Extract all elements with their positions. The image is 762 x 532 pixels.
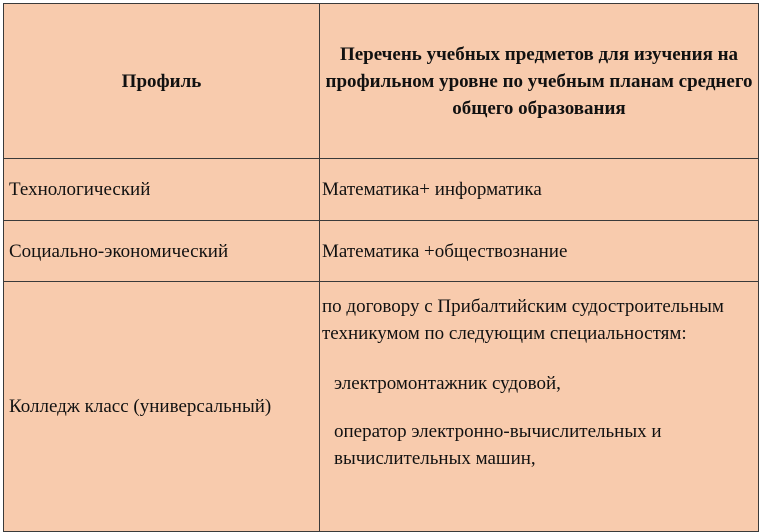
table-header-row <box>4 4 759 159</box>
subjects-intro: по договору с Прибалтийским судостроительным техникумом по следующим специальностям: <box>322 296 724 344</box>
profiles-table <box>3 3 759 532</box>
specialty-item: оператор электронно-вычислительных и вычислительных машин, <box>334 421 662 469</box>
table-row <box>4 159 759 221</box>
table-row <box>4 221 759 282</box>
row-profile: Социально-экономический <box>4 221 320 282</box>
row-subjects: Математика+ информатика <box>320 159 759 221</box>
header-subjects: Перечень учебных предметов для изучения на профильном уровне по учебным планам среднего общего образования <box>320 4 759 159</box>
row-subjects: Математика +обществознание <box>320 221 759 282</box>
row-profile: Колледж класс (универсальный) <box>4 282 320 532</box>
subjects-detail <box>322 293 754 472</box>
table-row <box>4 282 759 532</box>
row-subjects <box>320 282 759 532</box>
header-profile: Профиль <box>4 4 320 159</box>
row-profile: Технологический <box>4 159 320 221</box>
specialty-item: электромонтажник судовой, <box>334 373 561 394</box>
